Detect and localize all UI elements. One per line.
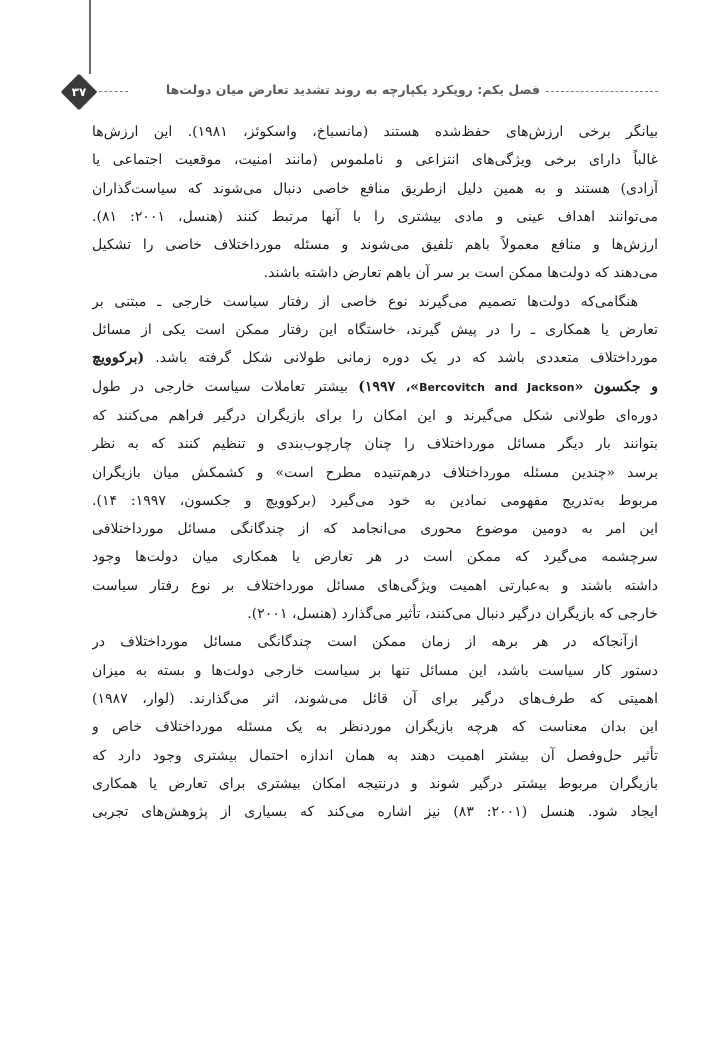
paragraph-3 [92,628,658,826]
text-line: ایجاد شود. هنسل (۲۰۰۱: ۸۳) نیز اشاره می‌کند که بسیاری از پژوهش‌های تجربی [92,804,658,821]
text-line: بتوانند بار دیگر مسائل مورداختلاف را چنان چارچوب‌بندی و تنظیم کنند که به نظر [92,436,658,453]
text-segment: بیشتر تعاملات سیاست خارجی در طول [92,378,359,395]
text-line-with-citation [92,344,658,372]
body-text [92,118,658,826]
text-line: ازآنجاکه در هر برهه از زمان ممکن است چندگانگی مسائل مورداختلاف در [92,634,638,651]
text-line: برسد «چندین مسئله مورداختلاف درهم‌تنیده مطرح است» و کشمکش میان بازیگران [92,464,658,481]
text-line: داشته باشند و به‌عبارتی اهمیت ویژگی‌های مسائل مورداختلاف بر نوع رفتار سیاست [92,577,658,594]
page-number: ۳۷ [71,85,87,99]
running-header [60,78,658,106]
text-line: خارجی که بازیگران درگیر دنبال می‌کنند، تأثیر می‌گذارد (هنسل، ۲۰۰۱). [247,606,658,623]
text-line-with-citation [92,373,658,402]
text-line: دوره‌ای طولانی شکل می‌گیرند و این امکان را برای بازیگران درگیر فراهم می‌کنند که [92,407,658,424]
text-line: اهمیتی که طرف‌های درگیر برای آن قائل می‌شوند، اثر می‌گذارند. (لوار، ۱۹۸۷) [92,690,658,707]
citation-bold: و جکسون « [574,378,658,395]
citation-bold: »، ۱۹۹۷) [358,378,420,395]
text-line: غالباً دارای برخی ویژگی‌های انتزاعی و ناملموس (مانند امنیت، موقعیت اجتماعی یا [92,152,658,169]
citation-latin: Bercovitch and Jackson [419,380,575,394]
text-line: می‌دهند که دولت‌ها ممکن است بر سر آن باهم تعارض داشته باشند. [263,265,658,282]
paragraph-1 [92,118,658,288]
text-line: هنگامی‌که دولت‌ها تصمیم می‌گیرند نوع خاصی از رفتار سیاست خارجی ـ مبتنی بر [92,293,638,310]
citation-bold: (برکوویچ [92,350,145,367]
chapter-title: فصل یکم: رویکرد یکپارچه به روند تشدید تعارض میان دولت‌ها [165,82,540,97]
text-line: بازیگران مربوط بیشتر درگیر شوند و درنتیجه امکان بیشتری برای تعارض یا همکاری [92,775,658,792]
margin-rule [89,0,91,74]
header-dashed-rule-right [546,91,658,92]
paragraph-2 [92,288,658,629]
header-dashed-rule-left [94,91,128,92]
text-line: آزادی) هستند و به همین دلیل ازطریق منافع خاصی دنبال می‌شوند که سیاست‌گذاران [92,180,658,197]
text-line: بیانگر برخی ارزش‌های حفظ‌شده هستند (مانسباخ، واسکوئز، ۱۹۸۱). این ارزش‌ها [92,124,658,140]
text-line: ارزش‌ها و منافع معمولاً باهم تلفیق می‌شوند و مسئله مورداختلاف خاصی را تشکیل [92,237,658,254]
text-line: دستور کار سیاست باشد، این مسائل تنها بر سیاست خارجی دولت‌ها و بسته به میزان [92,662,658,679]
text-segment: مورداختلاف متعددی باشد که در یک دوره زمانی طولانی شکل گرفته باشد. [155,350,658,367]
text-line: این بدان معناست که هرچه بازیگران موردنظر به یک مسئله مورداختلاف خاص و [92,719,658,736]
text-line: سرچشمه می‌گیرد که ممکن است در هر تعارض یا همکاری میان دولت‌ها وجود [92,549,658,566]
text-line: این امر به دومین موضوع محوری می‌انجامد که از چندگانگی مسائل مورداختلافی [92,521,658,538]
text-line: تعارض یا همکاری ـ را در پیش گیرند، خاستگاه این رفتار ممکن است یکی از مسائل [92,322,658,339]
text-line: مربوط به‌تدریج مفهومی نمادین به خود می‌گیرد (برکوویچ و جکسون، ۱۹۹۷: ۱۴). [92,492,658,509]
text-line: تأثیر حل‌وفصل آن بیشتر اهمیت دهند به همان اندازه احتمال بیشتری وجود دارد که [92,747,658,764]
text-line: می‌توانند اهداف عینی و مادی بیشتری را با آنها مرتبط کنند (هنسل، ۲۰۰۱: ۸۱). [92,208,658,225]
